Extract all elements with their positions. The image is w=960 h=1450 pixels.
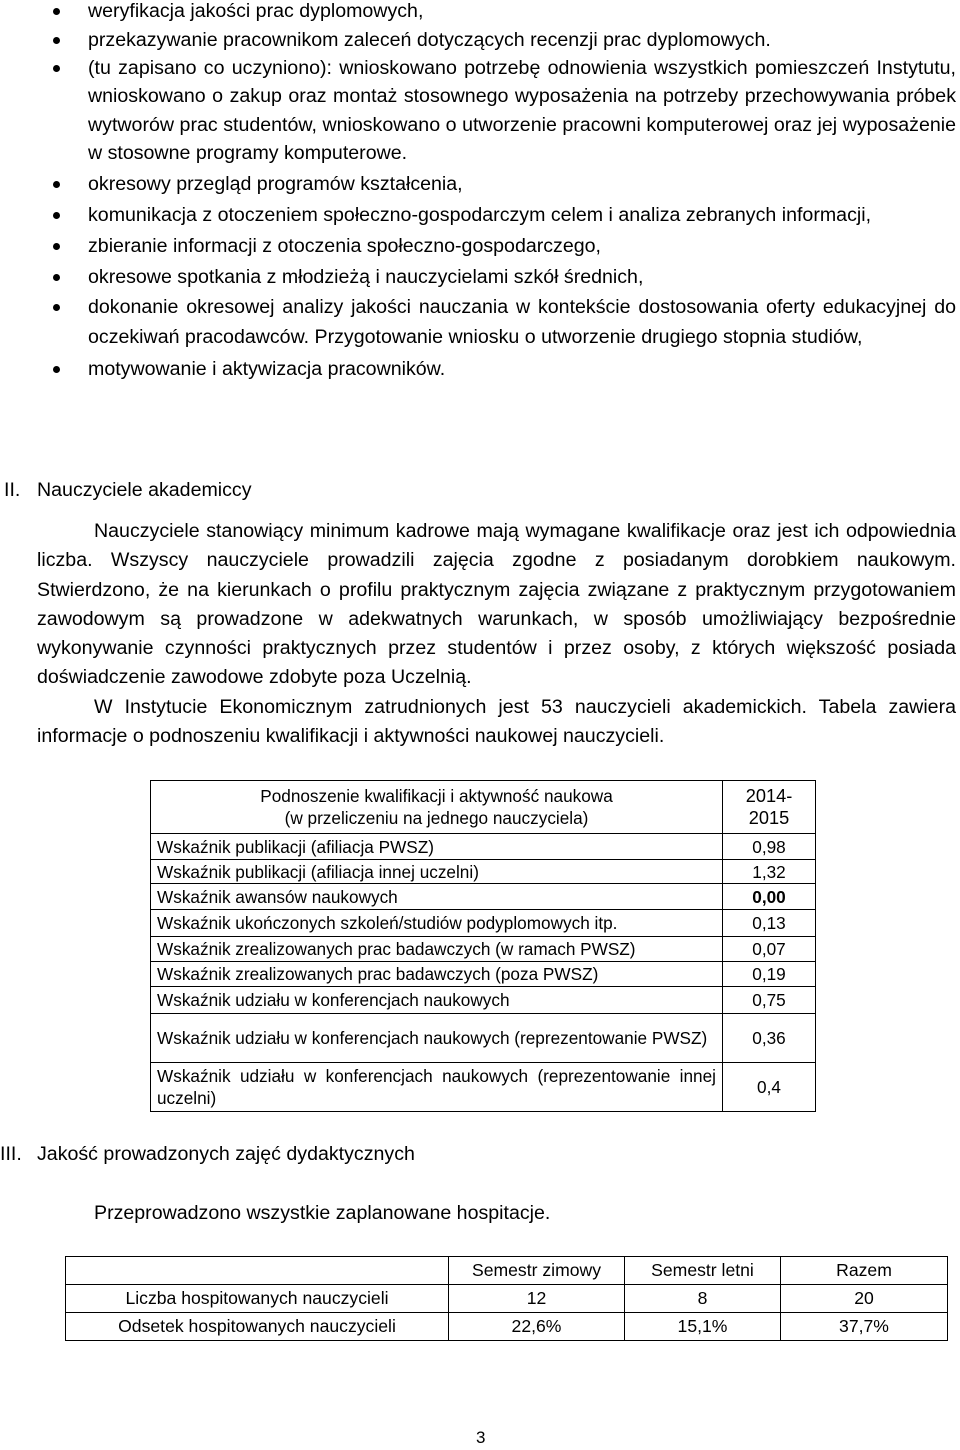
table-cell: Odsetek hospitowanych nauczycieli: [66, 1313, 449, 1341]
bullet-icon: [53, 366, 60, 373]
list-item: przekazywanie pracownikom zaleceń dotyczących recenzji prac dyplomowych.: [0, 26, 956, 55]
qualifications-table: [150, 780, 816, 1112]
list-item: motywowanie i aktywizacja pracowników.: [0, 355, 956, 384]
table-cell: 0,4: [723, 1063, 816, 1112]
table-header-row: [151, 781, 816, 834]
section-heading: Jakość prowadzonych zajęć dydaktycznych: [37, 1143, 415, 1165]
table-cell: Wskaźnik publikacji (afiliacja innej uczelni): [151, 860, 723, 884]
table-row: [151, 834, 816, 860]
table-cell: Liczba hospitowanych nauczycieli: [66, 1285, 449, 1313]
section-number: III.: [0, 1143, 22, 1165]
table-cell: 0,13: [723, 910, 816, 937]
bullet-icon: [53, 304, 60, 311]
table-row: [66, 1313, 948, 1341]
list-item: okresowy przegląd programów kształcenia,: [0, 170, 956, 199]
table-header-cell: Semestr letni: [625, 1257, 781, 1285]
quality-activities-list: [0, 0, 960, 384]
table-cell: 22,6%: [449, 1313, 625, 1341]
table-cell: 12: [449, 1285, 625, 1313]
section-heading: Nauczyciele akademiccy: [37, 479, 252, 501]
table-header-cell: 2014- 2015: [723, 781, 816, 834]
hospitation-table: [65, 1256, 948, 1341]
table-cell: Wskaźnik awansów naukowych: [151, 884, 723, 910]
bullet-icon: [53, 274, 60, 281]
section-number: II.: [4, 479, 21, 501]
list-item: okresowe spotkania z młodzieżą i nauczycielami szkół średnich,: [0, 263, 956, 292]
bullet-icon: [53, 212, 60, 219]
bullet-icon: [53, 243, 60, 250]
bullet-icon: [53, 65, 60, 72]
page-number: 3: [476, 1428, 486, 1447]
table-cell: Wskaźnik udziału w konferencjach naukowych (reprezentowanie innej uczelni): [151, 1063, 723, 1112]
table-cell: Wskaźnik ukończonych szkoleń/studiów podyplomowych itp.: [151, 910, 723, 937]
section-paragraph: Nauczyciele stanowiący minimum kadrowe mają wymagane kwalifikacje oraz jest ich odpowiednia liczba. Wszyscy nauczyciele prowadzili zajęcia zgodne z posiadanym dorobkiem naukowym. Stwierdzono, że na kierunkach o profilu praktycznym zajęcia związane z praktycznym przygotowaniem zawodowym są prowadzone w adekwatnych warunkach, w sposób umożliwiający bezpośrednie wykonywanie czynności praktycznych przez studentów i przez osoby, z których większość posiada doświadczenie zawodowe zdobyte poza Uczelnią.: [37, 520, 956, 689]
table-row: [151, 910, 816, 937]
section-paragraph: Przeprowadzono wszystkie zaplanowane hospitacje.: [94, 1202, 551, 1224]
bullet-icon: [53, 8, 60, 15]
table-cell: 0,36: [723, 1014, 816, 1063]
table-header-cell: [66, 1257, 449, 1285]
table-row: [151, 860, 816, 884]
table-header-row: [66, 1257, 948, 1285]
table-cell: 37,7%: [781, 1313, 948, 1341]
table-row: [151, 1063, 816, 1112]
table-cell: Wskaźnik udziału w konferencjach naukowych (reprezentowanie PWSZ): [151, 1014, 723, 1063]
list-item: (tu zapisano co uczyniono): wnioskowano potrzebę odnowienia wszystkich pomieszczeń Instytutu, wnioskowano o zakup oraz montaż stosownego wyposażenia na potrzeby przechowywania próbek wytworów prac studentów, wnioskowano o utworzenie pracowni komputerowej oraz jej wyposażenie w stosowne programy komputerowe.: [0, 54, 956, 167]
list-item: weryfikacja jakości prac dyplomowych,: [0, 0, 956, 26]
table-row: [151, 987, 816, 1014]
table-row: [151, 884, 816, 910]
table-header-cell: Podnoszenie kwalifikacji i aktywność naukowa (w przeliczeniu na jednego nauczyciela): [151, 781, 723, 834]
table-row: [151, 962, 816, 987]
bullet-icon: [53, 181, 60, 188]
table-cell: 0,75: [723, 987, 816, 1014]
list-item: komunikacja z otoczeniem społeczno-gospodarczym celem i analiza zebranych informacji,: [0, 201, 956, 230]
table-header-cell: Semestr zimowy: [449, 1257, 625, 1285]
table-cell: 1,32: [723, 860, 816, 884]
list-item: zbieranie informacji z otoczenia społeczno-gospodarczego,: [0, 232, 956, 261]
table-cell: 0,19: [723, 962, 816, 987]
table-cell: 0,98: [723, 834, 816, 860]
bullet-icon: [53, 37, 60, 44]
table-cell: Wskaźnik udziału w konferencjach naukowych: [151, 987, 723, 1014]
list-item: dokonanie okresowej analizy jakości nauczania w kontekście dostosowania oferty edukacyjnej do oczekiwań pracodawców. Przygotowanie wniosku o utworzenie drugiego stopnia studiów,: [0, 293, 956, 352]
table-cell: 8: [625, 1285, 781, 1313]
table-row: [66, 1285, 948, 1313]
table-row: [151, 1014, 816, 1063]
section-paragraph: W Instytucie Ekonomicznym zatrudnionych jest 53 nauczycieli akademickich. Tabela zawiera informacje o podnoszeniu kwalifikacji i aktywności naukowej nauczycieli.: [37, 696, 956, 748]
table-cell: 0,07: [723, 937, 816, 962]
table-cell: Wskaźnik zrealizowanych prac badawczych (poza PWSZ): [151, 962, 723, 987]
table-header-cell: Razem: [781, 1257, 948, 1285]
table-cell: 15,1%: [625, 1313, 781, 1341]
table-cell: Wskaźnik zrealizowanych prac badawczych (w ramach PWSZ): [151, 937, 723, 962]
table-cell: 0,00: [723, 884, 816, 910]
table-row: [151, 937, 816, 962]
table-cell: 20: [781, 1285, 948, 1313]
table-cell: Wskaźnik publikacji (afiliacja PWSZ): [151, 834, 723, 860]
